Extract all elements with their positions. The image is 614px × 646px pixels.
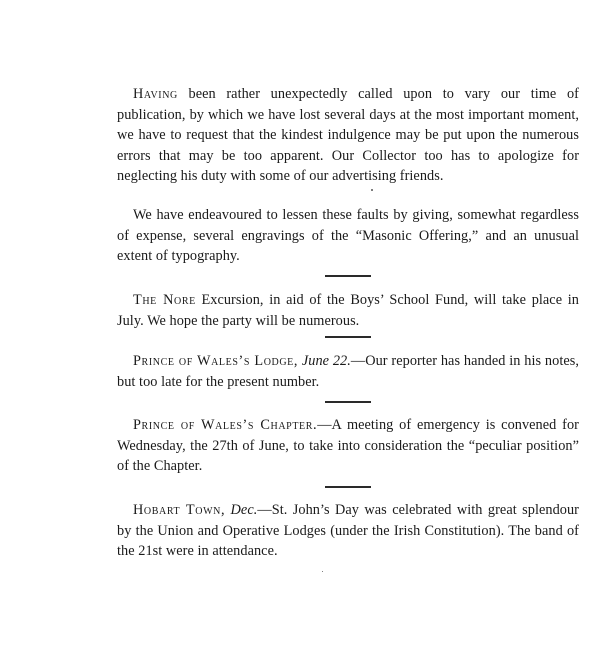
notice-date: Dec. (225, 502, 258, 518)
notice-lead-word: Hobart Town, (133, 502, 226, 518)
section-divider (325, 486, 371, 488)
notice-engravings (117, 205, 579, 267)
ink-speck (322, 571, 323, 572)
notice-body-text: been rather unexpectedly called upon to vary our time of publication, by which we have lost several days at the most important moment, we have to request that the kindest indulgence may be put upon the numerous errors that may be too apparent. Our Collector too has to apologize for neglecting his duty with some of our advertising friends. (117, 86, 579, 185)
notice-body-text: —St. John’s Day was celebrated with great splendour by the Union and Operative Lodges (under the Irish Constitution). The band of the 21st were in attendance. (117, 502, 579, 560)
notice-prince-of-wales-chapter (117, 415, 579, 477)
notice-publication-delay (117, 84, 579, 187)
section-divider (325, 275, 371, 277)
notice-hobart-town (117, 500, 579, 562)
notice-lead-word: Prince of Wales’s Chapter. (133, 417, 318, 433)
ink-speck (371, 189, 373, 191)
notice-body-text: Excursion, in aid of the Boys’ School Fund, will take place in July. We hope the party will be numerous. (117, 292, 579, 329)
notice-body-text: —Our reporter has handed in his notes, but too late for the present number. (117, 353, 579, 390)
notice-date: June 22. (298, 353, 351, 369)
notice-lead-word: The Nore (133, 292, 196, 308)
notice-lead-word: Prince of Wales’s Lodge, (133, 353, 299, 369)
section-divider (325, 401, 371, 403)
notice-body-text: We have endeavoured to lessen these faults by giving, somewhat regardless of expense, several engravings of the “Masonic Offering,” and an unusual extent of typography. (117, 207, 579, 265)
notice-nore-excursion (117, 290, 579, 331)
section-divider (325, 336, 371, 338)
notice-body-text: —A meeting of emergency is convened for Wednesday, the 27th of June, to take into consideration the “peculiar position” of the Chapter. (117, 417, 579, 475)
notice-lead-word: Having (133, 86, 178, 102)
notice-prince-of-wales-lodge (117, 351, 579, 392)
